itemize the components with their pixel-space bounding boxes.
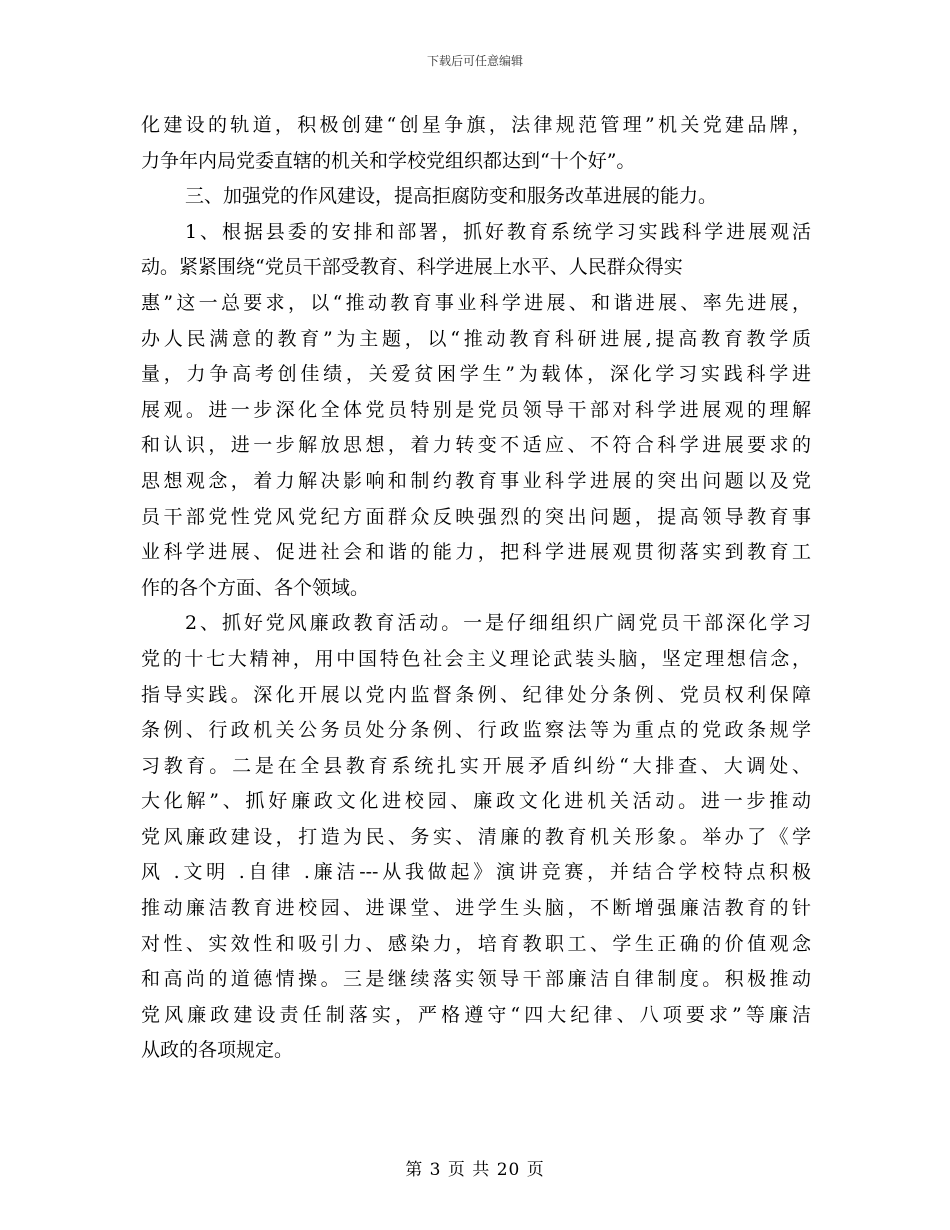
text-line: 业科学进展、促进社会和谐的能力，把科学进展观贯彻落实到教育工 [141, 541, 811, 564]
text-line: 推动廉洁教育进校园、进课堂、进学生头脑，不断增强廉洁教育的针 [141, 897, 811, 920]
text-line: 力争年内局党委直辖的机关和学校党组织都达到“十个好”。 [141, 149, 636, 172]
text-line: 三、加强党的作风建设，提高拒腐防变和服务改革进展的能力。 [185, 185, 718, 208]
text-line: 1、根据县委的安排和部署，抓好教育系统学习实践科学进展观活 [185, 220, 811, 243]
text-line: 思想观念，着力解决影响和制约教育事业科学进展的突出问题以及党 [141, 469, 811, 492]
text-line: 惠”这一总要求，以“推动教育事业科学进展、和谐进展、率先进展， [141, 291, 811, 314]
text-line: 化建设的轨道，积极创建“创星争旗，法律规范管理”机关党建品牌， [141, 114, 811, 136]
text-line: 和高尚的道德情操。三是继续落实领导干部廉洁自律制度。积极推动 [141, 968, 811, 991]
text-line: 风 .文明 .自律 .廉洁---从我做起》演讲竞赛，并结合学校特点积极 [141, 861, 811, 884]
text-line: 从政的各项规定。 [141, 1039, 294, 1062]
text-line: 量，力争高考创佳绩，关爱贫困学生”为载体，深化学习实践科学进 [141, 363, 811, 386]
text-line: 动。紧紧围绕“党员干部受教育、科学进展上水平、人民群众得实 [141, 256, 683, 279]
text-line: 大化解”、抓好廉政文化进校园、廉政文化进机关活动。进一步推动 [141, 790, 811, 813]
text-line: 员干部党性党风党纪方面群众反映强烈的突出问题，提高领导教育事 [141, 505, 811, 528]
page-footer: 第 3 页 共 20 页 [405, 1160, 545, 1180]
text-line: 党风廉政建设责任制落实，严格遵守“四大纪律、八项要求”等廉洁 [141, 1003, 811, 1026]
text-line: 习教育。二是在全县教育系统扎实开展矛盾纠纷“大排查、大调处、 [141, 754, 811, 777]
page-header: 下载后可任意编辑 [426, 54, 523, 68]
text-line: 展观。进一步深化全体党员特别是党员领导干部对科学进展观的理解 [141, 398, 811, 421]
text-line: 指导实践。深化开展以党内监督条例、纪律处分条例、党员权利保障 [141, 683, 811, 706]
text-line: 和认识，进一步解放思想，着力转变不适应、不符合科学进展要求的 [141, 434, 811, 457]
text-line: 2、抓好党风廉政教育活动。一是仔细组织广阔党员干部深化学习 [185, 612, 811, 635]
text-line: 条例、行政机关公务员处分条例、行政监察法等为重点的党政条规学 [141, 719, 811, 742]
text-line: 办人民满意的教育”为主题，以“推动教育科研进展,提高教育教学质 [141, 327, 811, 350]
text-line: 党风廉政建设，打造为民、务实、清廉的教育机关形象。举办了《学 [141, 825, 811, 848]
text-line: 对性、实效性和吸引力、感染力，培育教职工、学生正确的价值观念 [141, 932, 811, 955]
text-line: 作的各个方面、各个领域。 [141, 576, 370, 599]
document-body [141, 108, 811, 1069]
text-line: 党的十七大精神，用中国特色社会主义理论武装头脑，坚定理想信念， [141, 647, 811, 670]
